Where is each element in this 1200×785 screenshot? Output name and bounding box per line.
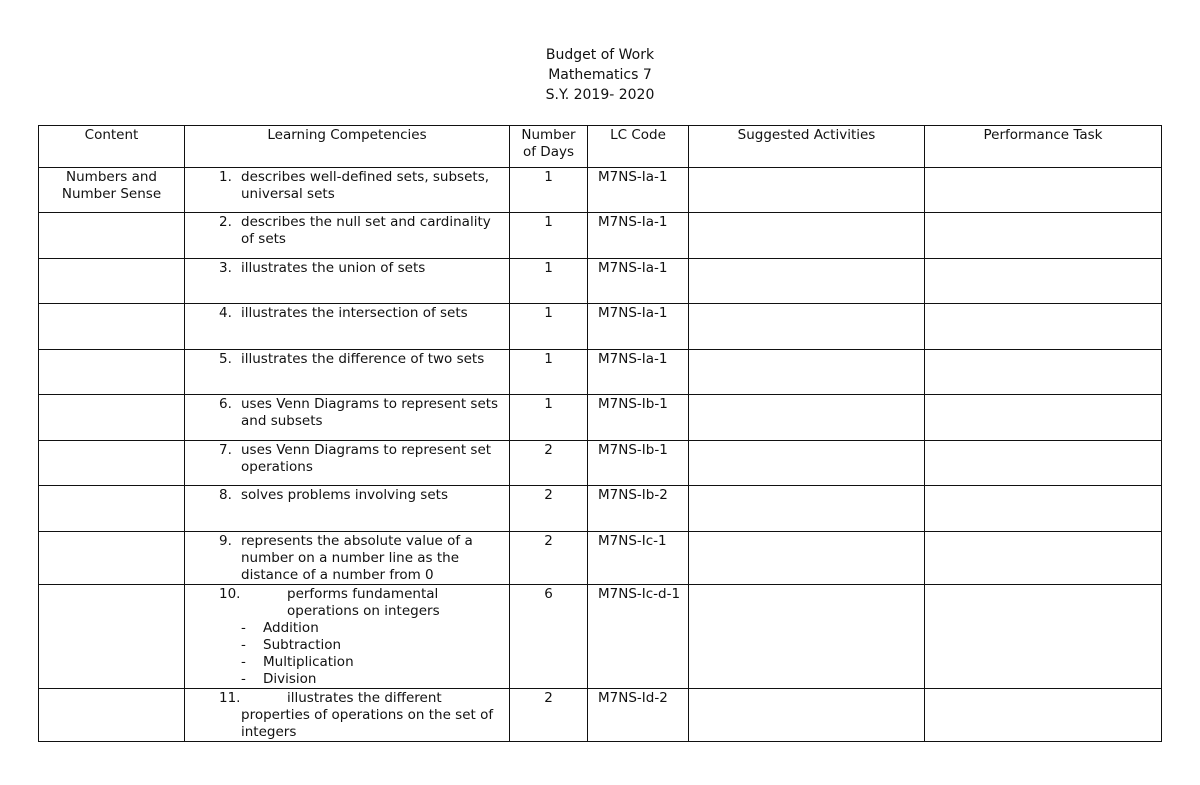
competency-cell bbox=[185, 486, 510, 532]
activities-cell bbox=[689, 585, 925, 689]
content-cell bbox=[39, 532, 185, 585]
competency-number: 7. bbox=[219, 442, 232, 458]
subject-title: Mathematics 7 bbox=[548, 67, 652, 83]
activities-cell bbox=[689, 213, 925, 259]
competency-cell bbox=[185, 585, 510, 689]
budget-of-work-table bbox=[38, 125, 1162, 742]
days-cell: 2 bbox=[510, 532, 588, 585]
table-row bbox=[39, 441, 1162, 486]
task-cell bbox=[925, 350, 1162, 395]
list-item: - Subtraction bbox=[241, 637, 342, 653]
competency-text: uses Venn Diagrams to represent sets and subsets bbox=[241, 396, 499, 429]
code-cell: M7NS-Ic-d-1 bbox=[588, 585, 689, 689]
table-row bbox=[39, 213, 1162, 259]
content-cell bbox=[39, 486, 185, 532]
code-cell: M7NS-Ia-1 bbox=[588, 350, 689, 395]
column-header-task: Performance Task bbox=[925, 126, 1162, 168]
activities-cell bbox=[689, 259, 925, 304]
list-item: - Addition bbox=[241, 620, 319, 636]
code-cell: M7NS-Id-2 bbox=[588, 689, 689, 742]
table-row bbox=[39, 689, 1162, 742]
task-cell bbox=[925, 486, 1162, 532]
competency-number: 10. bbox=[219, 586, 241, 602]
task-cell bbox=[925, 532, 1162, 585]
content-cell bbox=[39, 585, 185, 689]
column-header-content: Content bbox=[39, 126, 185, 168]
task-cell bbox=[925, 689, 1162, 742]
list-item: - Multiplication bbox=[241, 654, 354, 670]
table-row bbox=[39, 585, 1162, 689]
code-cell: M7NS-Ia-1 bbox=[588, 259, 689, 304]
competency-number: 2. bbox=[219, 214, 232, 230]
competency-text: illustrates the different properties of operations on the set of integers bbox=[241, 690, 494, 740]
task-cell bbox=[925, 585, 1162, 689]
activities-cell bbox=[689, 486, 925, 532]
activities-cell bbox=[689, 168, 925, 213]
activities-cell bbox=[689, 395, 925, 441]
competency-text: illustrates the intersection of sets bbox=[241, 305, 468, 321]
activities-cell bbox=[689, 532, 925, 585]
competency-text: illustrates the difference of two sets bbox=[241, 351, 485, 367]
column-header-activities: Suggested Activities bbox=[689, 126, 925, 168]
competency-number: 5. bbox=[219, 351, 232, 367]
code-cell: M7NS-Ia-1 bbox=[588, 304, 689, 350]
table-row bbox=[39, 304, 1162, 350]
school-year: S.Y. 2019- 2020 bbox=[545, 87, 655, 103]
code-cell: M7NS-Ic-1 bbox=[588, 532, 689, 585]
competency-number: 6. bbox=[219, 396, 232, 412]
competency-number: 3. bbox=[219, 260, 232, 276]
competency-cell bbox=[185, 213, 510, 259]
days-cell: 6 bbox=[510, 585, 588, 689]
task-cell bbox=[925, 213, 1162, 259]
competency-text: uses Venn Diagrams to represent set operations bbox=[241, 442, 492, 475]
activities-cell bbox=[689, 689, 925, 742]
days-cell: 1 bbox=[510, 350, 588, 395]
competency-text: describes the null set and cardinality of sets bbox=[241, 214, 491, 247]
task-cell bbox=[925, 259, 1162, 304]
table-row bbox=[39, 532, 1162, 585]
code-cell: M7NS-Ib-2 bbox=[588, 486, 689, 532]
operations-list bbox=[189, 620, 505, 688]
activities-cell bbox=[689, 441, 925, 486]
competency-number: 11. bbox=[219, 690, 241, 706]
competency-cell bbox=[185, 304, 510, 350]
days-cell: 2 bbox=[510, 689, 588, 742]
activities-cell bbox=[689, 304, 925, 350]
days-cell: 1 bbox=[510, 168, 588, 213]
column-header-competencies: Learning Competencies bbox=[185, 126, 510, 168]
code-cell: M7NS-Ia-1 bbox=[588, 168, 689, 213]
table-row bbox=[39, 486, 1162, 532]
code-cell: M7NS-Ia-1 bbox=[588, 213, 689, 259]
competency-cell bbox=[185, 395, 510, 441]
code-cell: M7NS-Ib-1 bbox=[588, 395, 689, 441]
task-cell bbox=[925, 441, 1162, 486]
competency-text: performs fundamental operations on integers bbox=[287, 586, 440, 619]
competency-text: represents the absolute value of a number on a number line as the distance of a number from 0 bbox=[241, 533, 473, 583]
competency-text: illustrates the union of sets bbox=[241, 260, 426, 276]
activities-cell bbox=[689, 350, 925, 395]
content-cell bbox=[39, 395, 185, 441]
content-cell bbox=[39, 689, 185, 742]
table-row bbox=[39, 259, 1162, 304]
code-cell: M7NS-Ib-1 bbox=[588, 441, 689, 486]
table-row bbox=[39, 168, 1162, 213]
list-item: - Division bbox=[241, 671, 317, 687]
task-cell bbox=[925, 304, 1162, 350]
competency-text: describes well-defined sets, subsets, universal sets bbox=[241, 169, 490, 202]
competency-cell bbox=[185, 168, 510, 213]
competency-cell bbox=[185, 689, 510, 742]
table-row bbox=[39, 395, 1162, 441]
competency-cell bbox=[185, 532, 510, 585]
days-cell: 1 bbox=[510, 259, 588, 304]
competency-number: 9. bbox=[219, 533, 232, 549]
days-cell: 2 bbox=[510, 441, 588, 486]
competency-number: 4. bbox=[219, 305, 232, 321]
column-header-days: Number of Days bbox=[510, 126, 588, 168]
competency-text: solves problems involving sets bbox=[241, 487, 448, 503]
content-cell bbox=[39, 213, 185, 259]
days-cell: 2 bbox=[510, 486, 588, 532]
document-title: Budget of Work bbox=[545, 47, 655, 63]
task-cell bbox=[925, 168, 1162, 213]
table-header-row bbox=[39, 126, 1162, 168]
competency-number: 1. bbox=[219, 169, 232, 185]
content-cell bbox=[39, 441, 185, 486]
table-row bbox=[39, 350, 1162, 395]
competency-cell bbox=[185, 350, 510, 395]
competency-cell bbox=[185, 441, 510, 486]
content-cell bbox=[39, 304, 185, 350]
content-cell bbox=[39, 350, 185, 395]
days-cell: 1 bbox=[510, 395, 588, 441]
competency-cell bbox=[185, 259, 510, 304]
content-cell bbox=[39, 259, 185, 304]
competency-number: 8. bbox=[219, 487, 232, 503]
content-cell: Numbers and Number Sense bbox=[39, 168, 185, 213]
days-cell: 1 bbox=[510, 304, 588, 350]
document-header bbox=[0, 45, 1200, 105]
column-header-code: LC Code bbox=[588, 126, 689, 168]
days-cell: 1 bbox=[510, 213, 588, 259]
task-cell bbox=[925, 395, 1162, 441]
